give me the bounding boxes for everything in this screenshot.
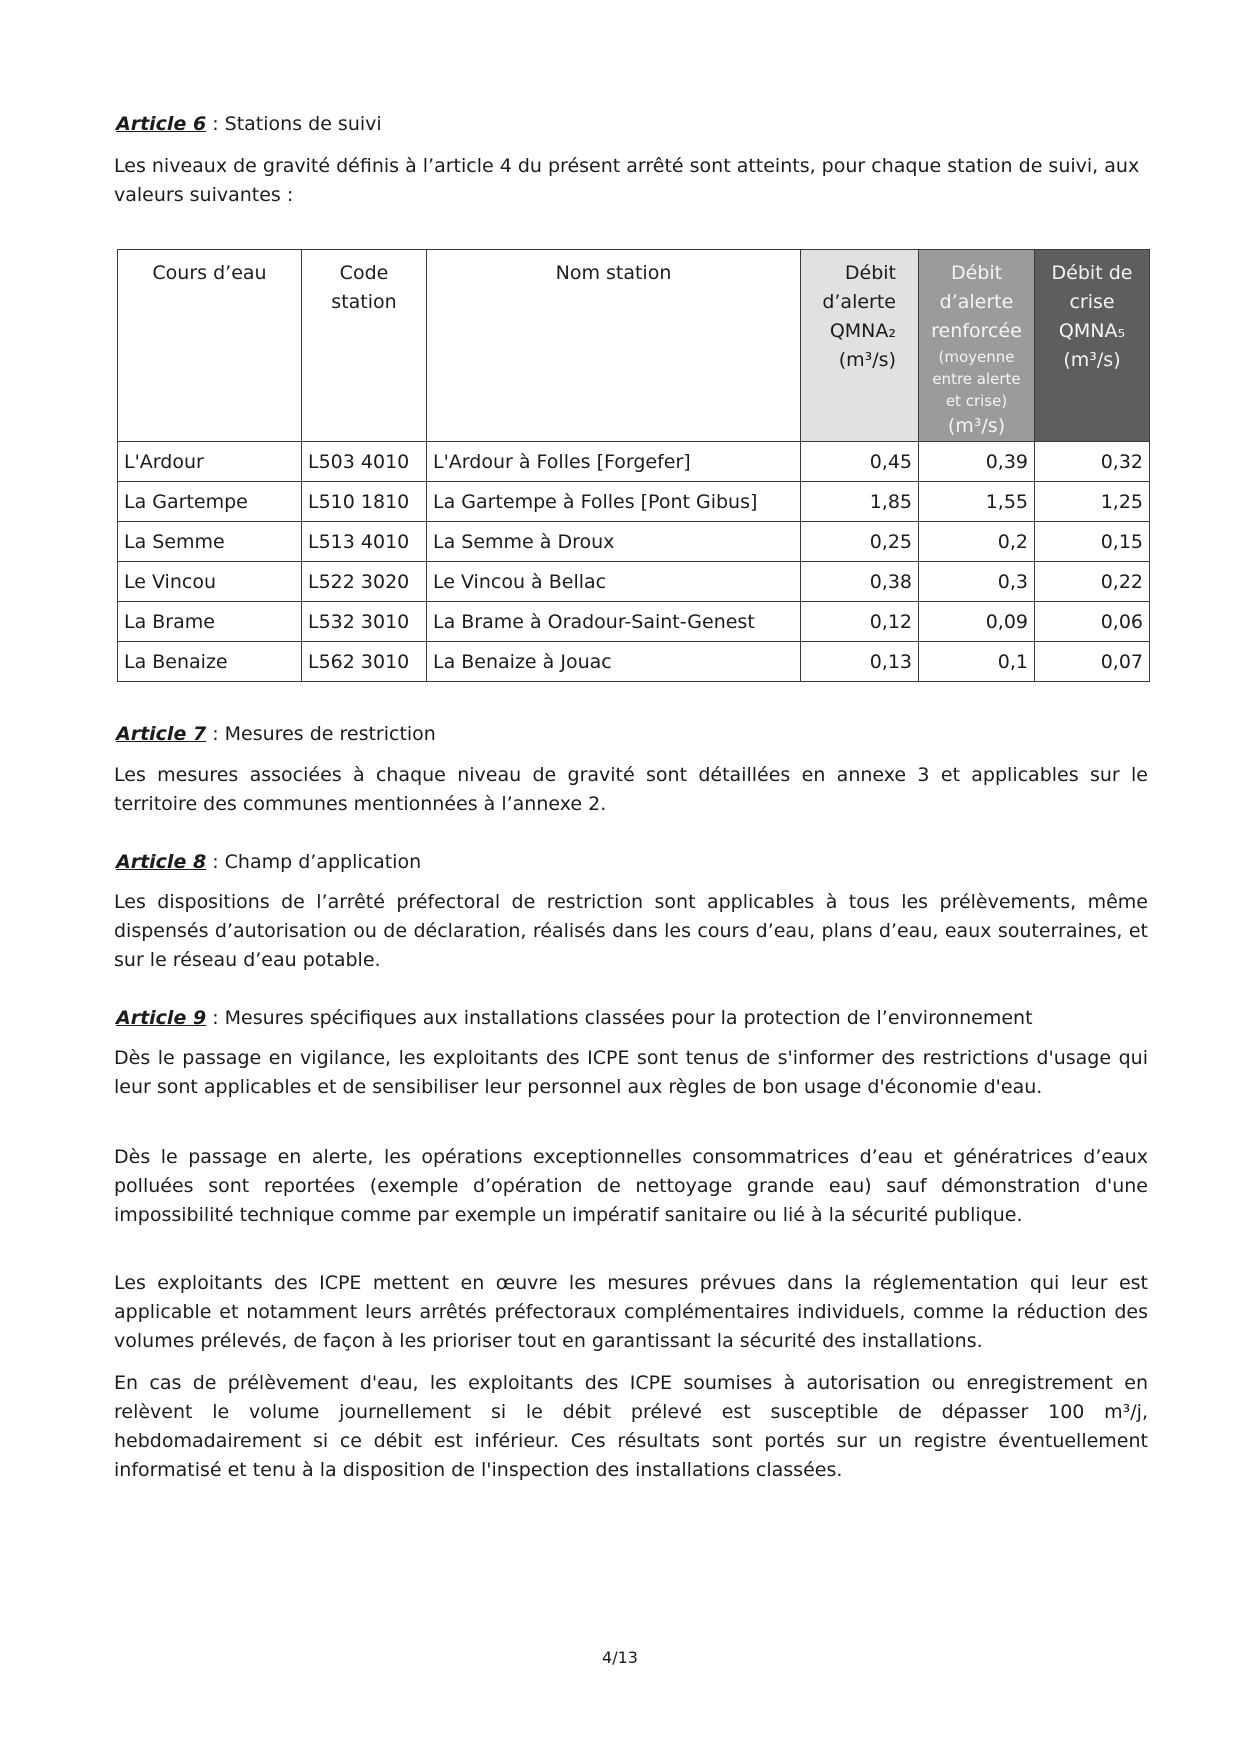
table-row: [118, 642, 1150, 682]
article-9-paragraph-3: Les exploitants des ICPE mettent en œuvre les mesures prévues dans la réglementation qui leur est applicable et notamment leurs arrêtés préfectoraux complémentaires individuels, comme la réduction des volumes prélevés, de façon à les prioriser tout en garantissant la sécurité des installations.: [114, 1272, 1148, 1352]
cell-cours: La Semme: [118, 522, 302, 562]
cell-nom: La Brame à Oradour-Saint-Genest: [427, 602, 801, 642]
article-7-label: Article 7: [116, 723, 207, 745]
article-6-title: : Stations de suivi: [206, 113, 382, 135]
article-9-paragraph-1: Dès le passage en vigilance, les exploitants des ICPE sont tenus de s'informer des restrictions d'usage qui leur sont applicables et de sensibiliser leur personnel aux règles de bon usage d'économie d'eau.: [114, 1047, 1148, 1098]
header-debit-crise: Débit de crise QMNA₅ (m³/s): [1035, 250, 1150, 442]
page-number: 4/13: [602, 1648, 638, 1667]
article-9-title: : Mesures spécifiques aux installations classées pour la protection de l’environnement: [206, 1007, 1033, 1029]
article-9-heading: [116, 1007, 1033, 1029]
article-7-heading: [116, 723, 436, 745]
cell-cours: Le Vincou: [118, 562, 302, 602]
table-row: [118, 602, 1150, 642]
cell-alerte: 0,45: [801, 442, 919, 482]
cell-alerte: 1,85: [801, 482, 919, 522]
cell-crise: 0,22: [1035, 562, 1150, 602]
cell-cours: L'Ardour: [118, 442, 302, 482]
cell-alerte: 0,13: [801, 642, 919, 682]
cell-nom: La Benaize à Jouac: [427, 642, 801, 682]
header-renforcee-unit: (m³/s): [947, 415, 1006, 437]
cell-nom: La Gartempe à Folles [Pont Gibus]: [427, 482, 801, 522]
article-9-paragraph-2: Dès le passage en alerte, les opérations exceptionnelles consommatrices d’eau et génératrices d’eaux polluées sont reportées (exemple d’opération de nettoyage grande eau) sauf démonstration d'une impossibilité technique comme par exemple un impératif sanitaire ou lié à la sécurité publique.: [114, 1146, 1148, 1226]
article-8-text: Les dispositions de l’arrêté préfectoral de restriction sont applicables à tous les prélèvements, même dispensés d’autorisation ou de déclaration, réalisés dans les cours d’eau, plans d’eau, eaux souterraines, et sur le réseau d’eau potable.: [114, 891, 1148, 971]
article-8-title: : Champ d’application: [206, 851, 422, 873]
header-debit-alerte: Débit d’alerte QMNA₂ (m³/s): [801, 250, 919, 442]
cell-crise: 0,07: [1035, 642, 1150, 682]
cell-nom: La Semme à Droux: [427, 522, 801, 562]
cell-nom: L'Ardour à Folles [Forgefer]: [427, 442, 801, 482]
article-9-label: Article 9: [116, 1007, 207, 1029]
article-9-paragraph-4: En cas de prélèvement d'eau, les exploitants des ICPE soumises à autorisation ou enregistrement en relèvent le volume journellement si le débit prélevé est susceptible de dépasser 100 m³/j, hebdomadairement si ce débit est inférieur. Ces résultats sont portés sur un registre éventuellement informatisé et tenu à la disposition de l'inspection des installations classées.: [114, 1372, 1148, 1481]
article-6-label: Article 6: [116, 113, 207, 135]
cell-code: L503 4010: [302, 442, 427, 482]
article-8-heading: [116, 851, 421, 873]
table-row: [118, 442, 1150, 482]
table-row: [118, 482, 1150, 522]
cell-code: L562 3010: [302, 642, 427, 682]
header-renforcee-note: (moyenne entre alerte et crise): [932, 348, 1021, 410]
cell-code: L532 3010: [302, 602, 427, 642]
cell-renforcee: 0,2: [919, 522, 1035, 562]
cell-alerte: 0,12: [801, 602, 919, 642]
cell-cours: La Brame: [118, 602, 302, 642]
cell-nom: Le Vincou à Bellac: [427, 562, 801, 602]
cell-crise: 0,32: [1035, 442, 1150, 482]
cell-code: L522 3020: [302, 562, 427, 602]
table-row: [118, 562, 1150, 602]
cell-renforcee: 0,3: [919, 562, 1035, 602]
header-cours-eau: Cours d’eau: [118, 250, 302, 442]
cell-renforcee: 1,55: [919, 482, 1035, 522]
header-debit-alerte-renforcee: [919, 250, 1035, 442]
table-row: [118, 522, 1150, 562]
cell-code: L510 1810: [302, 482, 427, 522]
cell-alerte: 0,25: [801, 522, 919, 562]
article-6-intro: Les niveaux de gravité définis à l’article 4 du présent arrêté sont atteints, pour chaque station de suivi, aux valeurs suivantes :: [114, 155, 1140, 206]
cell-crise: 0,06: [1035, 602, 1150, 642]
header-code-station: Code station: [302, 250, 427, 442]
cell-renforcee: 0,09: [919, 602, 1035, 642]
article-8-label: Article 8: [116, 851, 207, 873]
cell-cours: La Gartempe: [118, 482, 302, 522]
cell-crise: 1,25: [1035, 482, 1150, 522]
cell-renforcee: 0,39: [919, 442, 1035, 482]
cell-crise: 0,15: [1035, 522, 1150, 562]
cell-cours: La Benaize: [118, 642, 302, 682]
header-nom-station: Nom station: [427, 250, 801, 442]
article-7-title: : Mesures de restriction: [206, 723, 436, 745]
header-renforcee-main: Débit d’alerte renforcée: [931, 262, 1022, 342]
cell-alerte: 0,38: [801, 562, 919, 602]
table-header-row: [118, 250, 1150, 442]
stations-table: [117, 249, 1150, 682]
article-7-text: Les mesures associées à chaque niveau de gravité sont détaillées en annexe 3 et applicables sur le territoire des communes mentionnées à l’annexe 2.: [114, 764, 1148, 815]
article-6-heading: [116, 113, 382, 135]
cell-code: L513 4010: [302, 522, 427, 562]
cell-renforcee: 0,1: [919, 642, 1035, 682]
